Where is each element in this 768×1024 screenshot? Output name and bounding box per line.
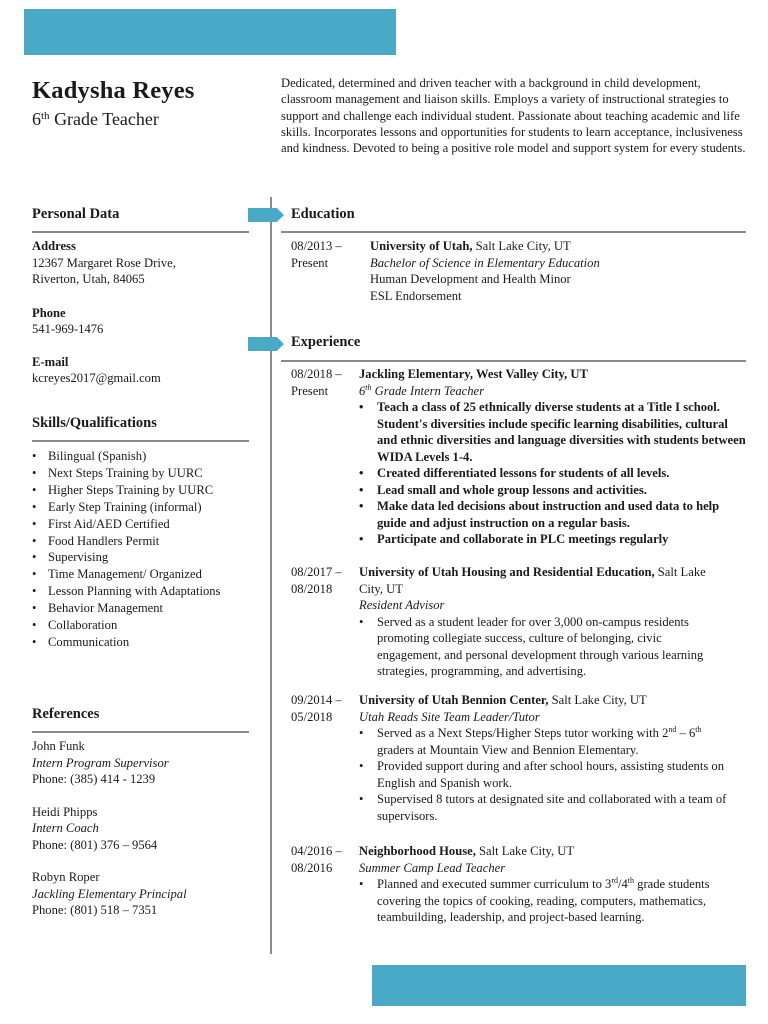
list-item: • Time Management/ Organized (32, 566, 232, 583)
reference-name: John Funk (32, 739, 85, 753)
reference-phone: Phone: (385) 414 - 1239 (32, 772, 156, 786)
job-location: Salt Lake City, UT (359, 565, 706, 596)
header-accent-bar (24, 9, 396, 55)
experience-arrow-icon (248, 337, 284, 351)
bullet-sup: th (627, 876, 635, 885)
school-line (370, 238, 762, 255)
education-body (370, 238, 762, 304)
bullet-text: graders at Mountain View and Bennion Elementary. (377, 742, 639, 757)
job-location: Salt Lake City, UT (475, 844, 575, 858)
list-item: • Created differentiated lessons for students of all levels. (359, 465, 751, 482)
skills-rule (32, 440, 249, 442)
bullet-sup: th (695, 725, 702, 734)
education-heading: Education (291, 206, 355, 222)
reference-phone: Phone: (801) 518 – 7351 (32, 903, 158, 917)
bullet-text: Served as a Next Steps/Higher Steps tutor working with 2 (377, 726, 669, 740)
job-body (359, 843, 721, 926)
phone-label: Phone (32, 305, 66, 320)
personal-data-heading: Personal Data (32, 206, 120, 222)
reference-title: Jackling Elementary Principal (32, 886, 187, 901)
date-end: 05/2018 (291, 709, 333, 724)
phone-value: 541-969-1476 (32, 322, 104, 336)
list-item: • Bilingual (Spanish) (32, 448, 232, 465)
date-start: 08/2013 – (291, 239, 342, 253)
list-item: • Provided support during and after school hours, assisting students on English and Spanish work. (359, 758, 729, 791)
date-end: Present (291, 255, 329, 270)
bullet-sup: nd (668, 725, 677, 734)
job-bullets (359, 876, 721, 926)
skills-section (32, 448, 232, 651)
job-org: Jackling Elementary, (359, 367, 474, 381)
job-org-line (359, 692, 729, 709)
address-line-2: Riverton, Utah, 84065 (32, 272, 145, 286)
list-item: • First Aid/AED Certified (32, 516, 232, 533)
address-label: Address (32, 239, 76, 253)
bullet-text: /4 (618, 877, 628, 891)
job-location: West Valley City, UT (473, 367, 588, 381)
title-number: 6 (359, 383, 366, 398)
reference-title: Intern Program Supervisor (32, 755, 169, 770)
email-value: kcreyes2017@gmail.com (32, 371, 161, 385)
list-item: • Served as a student leader for over 3,000 on-campus residents promoting collegiate success, culture of belonging, civic engagement, and personal development through various learning strategies, programming, and advertising. (359, 614, 721, 680)
reference-entry (32, 738, 252, 788)
reference-name: Robyn Roper (32, 870, 100, 884)
job-title: Resident Advisor (359, 598, 445, 612)
skills-list (32, 448, 232, 651)
reference-entry (32, 804, 252, 854)
job-org: University of Utah Bennion Center, (359, 693, 549, 707)
job-title: Utah Reads Site Team Leader/Tutor (359, 709, 540, 724)
role-number: 6 (32, 109, 41, 129)
title-suffix: th (365, 382, 372, 392)
education-rule (281, 231, 746, 233)
profile-summary: Dedicated, determined and driven teacher with a background in child development, classroom management and liaison skills. Employs a variety of instructional strategies to support and challenge each individual student. Passionate about teaching academic and life skills. Incorporates lessons and opportunities for students to learn acceptance, inclusiveness and kindness. Devoted to being a positive role model and support system for every students. (281, 76, 746, 156)
job-bullets (359, 399, 751, 548)
footer-accent-bar (372, 965, 746, 1006)
list-item: • Make data led decisions about instruction and used data to help guide and adjust instruction on a regular basis. (359, 498, 751, 531)
list-item: • Supervised 8 tutors at designated site and collaborated with a team of supervisors. (359, 791, 729, 824)
date-start: 09/2014 – (291, 693, 342, 707)
candidate-role (32, 108, 159, 130)
date-start: 04/2016 – (291, 844, 342, 858)
date-start: 08/2017 – (291, 565, 342, 579)
degree: Bachelor of Science in Elementary Education (370, 255, 600, 270)
job-org-line (359, 366, 751, 383)
title-text: Grade Intern Teacher (371, 383, 485, 398)
job-dates (291, 564, 355, 597)
experience-heading: Experience (291, 334, 361, 350)
timeline-divider (270, 197, 272, 954)
role-suffix: th (41, 110, 50, 122)
list-item (359, 876, 721, 926)
education-arrow-icon (248, 208, 284, 222)
date-end: 08/2018 (291, 581, 333, 596)
reference-name: Heidi Phipps (32, 804, 98, 819)
references-heading: References (32, 706, 100, 722)
bullet-text: – 6 (676, 726, 696, 740)
skills-heading: Skills/Qualifications (32, 415, 157, 431)
personal-data-section (32, 238, 252, 387)
list-item: • Supervising (32, 549, 232, 566)
job-body (359, 564, 721, 680)
list-item: • Early Step Training (informal) (32, 499, 232, 516)
reference-phone: Phone: (801) 376 – 9564 (32, 837, 158, 852)
address-line-1: 12367 Margaret Rose Drive, (32, 255, 176, 270)
job-org-line (359, 843, 721, 860)
list-item: • Lead small and whole group lessons and activities. (359, 482, 751, 499)
job-dates (291, 692, 355, 725)
education-dates (291, 238, 355, 271)
list-item: • Food Handlers Permit (32, 533, 232, 550)
job-bullets (359, 614, 721, 680)
email-label: E-mail (32, 354, 69, 369)
job-bullets (359, 725, 729, 824)
references-rule (32, 731, 249, 733)
list-item (359, 725, 729, 758)
reference-title: Intern Coach (32, 821, 99, 835)
list-item: • Teach a class of 25 ethnically diverse students at a Title I school. Student's diversities include specific learning disabilities, cultural and ethnic diversities and language diversities with students between WIDA Levels 1-4. (359, 399, 751, 465)
date-end: Present (291, 383, 329, 398)
reference-entry (32, 869, 252, 919)
date-end: 08/2016 (291, 860, 333, 875)
bullet-text: Planned and executed summer curriculum to 3 (377, 877, 612, 891)
job-title (359, 383, 751, 400)
bullet-sup: rd (611, 876, 618, 885)
list-item: • Higher Steps Training by UURC (32, 482, 232, 499)
job-org-line (359, 564, 721, 597)
minor: Human Development and Health Minor (370, 272, 571, 286)
school-location: Salt Lake City, UT (472, 239, 571, 253)
job-org: Neighborhood House, (359, 844, 476, 858)
candidate-name: Kadysha Reyes (32, 77, 195, 104)
school-name: University of Utah, (370, 239, 473, 253)
list-item: • Lesson Planning with Adaptations (32, 583, 232, 600)
date-start: 08/2018 – (291, 367, 342, 381)
job-title: Summer Camp Lead Teacher (359, 860, 506, 875)
role-text: Grade Teacher (49, 109, 159, 129)
job-body (359, 692, 729, 824)
list-item: • Communication (32, 634, 232, 651)
list-item: • Behavior Management (32, 600, 232, 617)
job-location: Salt Lake City, UT (548, 693, 647, 707)
list-item: • Next Steps Training by UURC (32, 465, 232, 482)
experience-rule (281, 360, 746, 362)
references-section (32, 738, 252, 919)
job-dates (291, 366, 355, 399)
endorsement: ESL Endorsement (370, 288, 462, 303)
list-item: • Collaboration (32, 617, 232, 634)
job-org: University of Utah Housing and Residential Education, (359, 565, 655, 579)
bullet-text: grade students covering the topics of cooking, reading, computers, mathematics, teambuilding, leadership, and project-based learning. (377, 877, 710, 924)
job-dates (291, 843, 355, 876)
list-item: • Participate and collaborate in PLC meetings regularly (359, 531, 751, 548)
personal-data-rule (32, 231, 249, 233)
job-body (359, 366, 751, 548)
